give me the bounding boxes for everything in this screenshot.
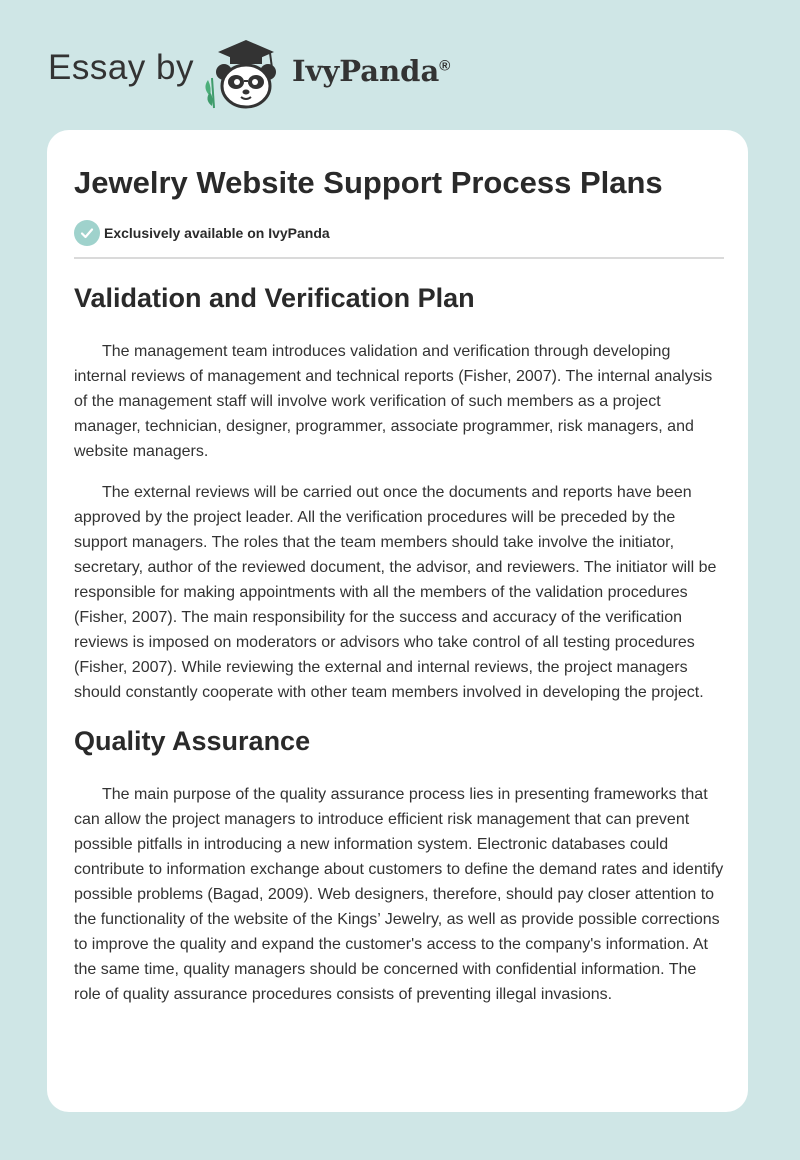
availability-text: Exclusively available on IvyPanda bbox=[104, 225, 330, 241]
site-header bbox=[48, 30, 508, 110]
availability-badge bbox=[74, 220, 724, 246]
paragraph: The main purpose of the quality assurance process lies in presenting frameworks that can allow the project managers to introduce efficient risk management that can prevent possible pitfalls in introducing a new information system. Electronic databases could contribute to information exchange about customers to define the demand rates and identify possible problems (Bagad, 2009). Web designers, therefore, should pay closer attention to the functionality of the website of the Kings’ Jewelry, as well as provide possible corrections to improve the quality and expand the customer's access to the company's information. At the same time, quality managers should be concerned with confidential information. The role of quality assurance procedures consists of preventing illegal invasions. bbox=[74, 786, 724, 1003]
essay-title: Jewelry Website Support Process Plans bbox=[74, 165, 663, 200]
section-heading-quality-assurance: Quality Assurance bbox=[74, 726, 311, 756]
paragraph: The external reviews will be carried out once the documents and reports have been approved by the project leader. All the verification procedures will be preceded by the support managers. The roles that the team members should take involve the initiator, secretary, author of the reviewed document, the advisor, and reviewers. The initiator will be responsible for making appointments with all the members of the validation procedures (Fisher, 2007). The main responsibility for the success and accuracy of the verification reviews is imposed on moderators or advisors who take control of all testing procedures (Fisher, 2007). While reviewing the external and internal reviews, the project managers should constantly cooperate with other team members involved in developing the project. bbox=[74, 484, 717, 701]
essay-content bbox=[74, 158, 724, 1023]
section-heading-validation: Validation and Verification Plan bbox=[74, 283, 475, 313]
panda-logo-icon[interactable] bbox=[200, 34, 292, 110]
checkmark-icon bbox=[74, 220, 100, 246]
registered-mark: ® bbox=[439, 57, 451, 75]
title-divider bbox=[74, 257, 724, 259]
ivypanda-wordmark[interactable] bbox=[292, 54, 450, 88]
essay-by-label: Essay by bbox=[48, 48, 194, 87]
section-body-validation bbox=[74, 339, 724, 705]
essay-card bbox=[47, 130, 748, 1112]
section-body-quality-assurance bbox=[74, 782, 724, 1007]
brand-name-text: IvyPanda bbox=[292, 54, 440, 88]
paragraph: The management team introduces validation and verification through developing internal reviews of management and technical reports (Fisher, 2007). The internal analysis of the management staff will involve work verification of such members as a project manager, technician, designer, programmer, associate programmer, risk managers, and website managers. bbox=[74, 343, 713, 460]
